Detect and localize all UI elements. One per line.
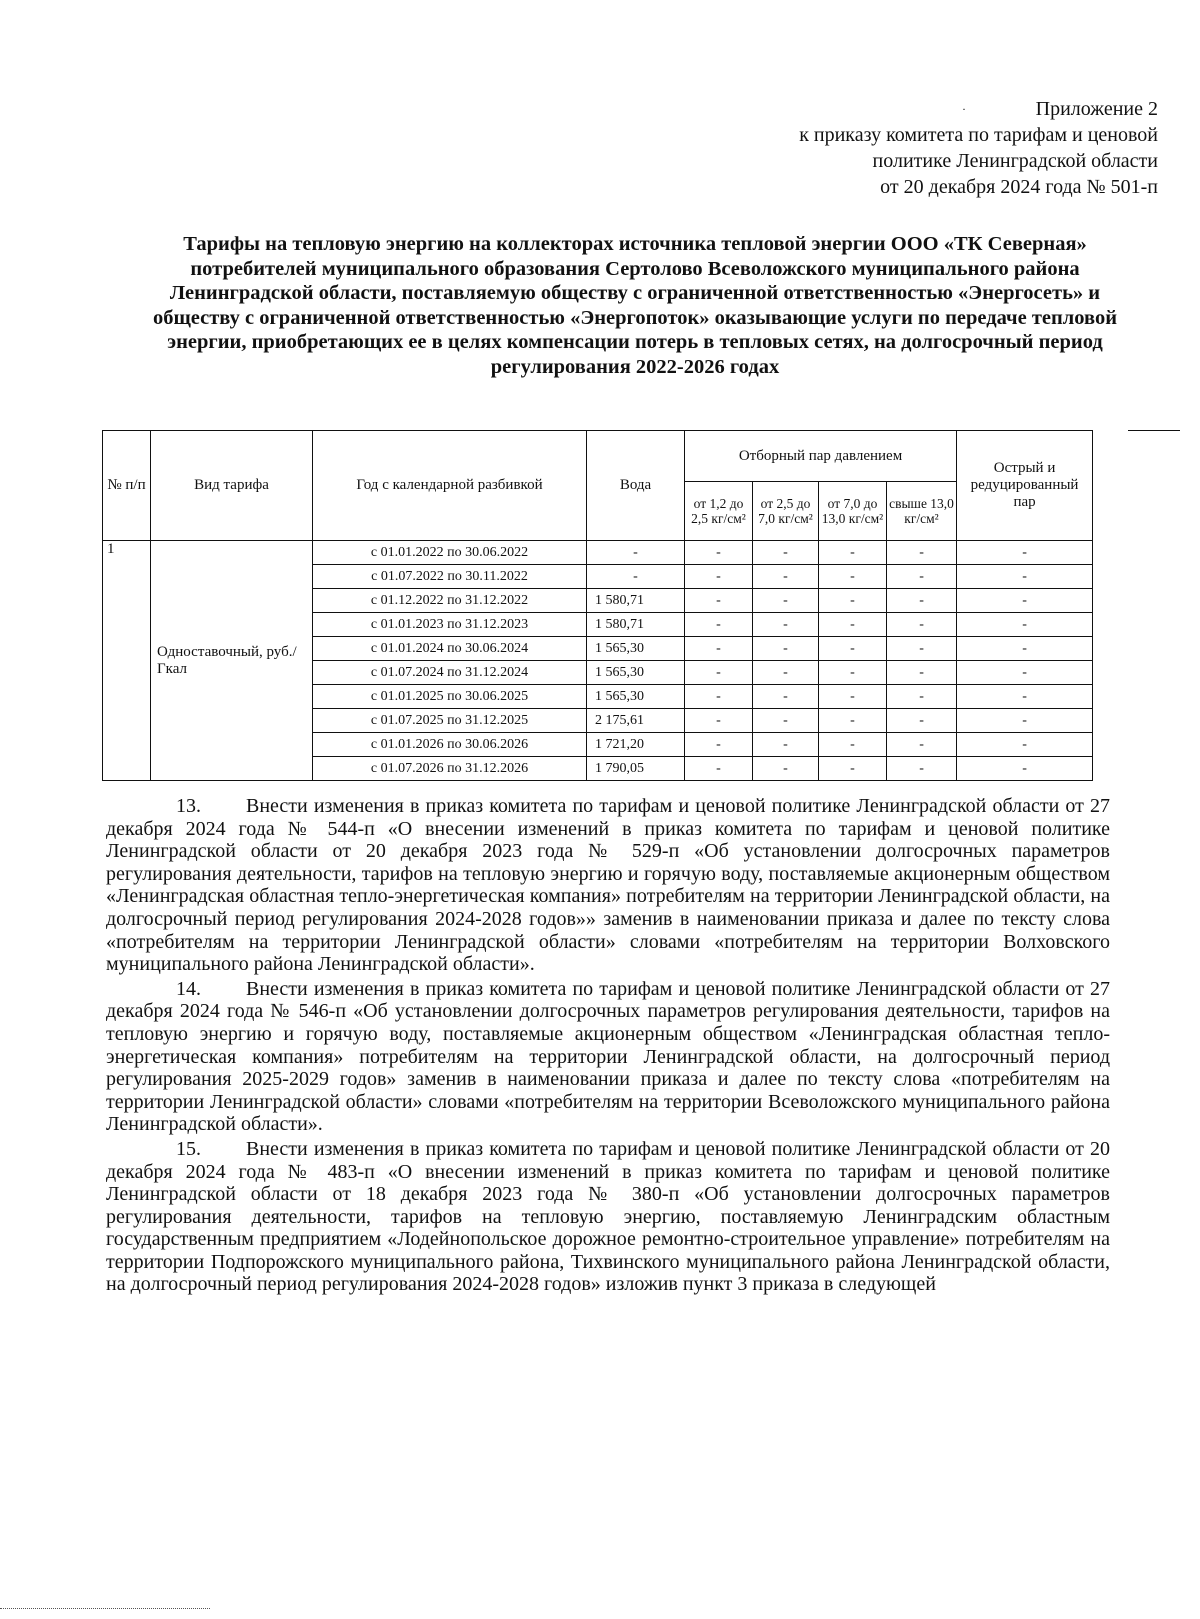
header-steam-group: Отборный пар давлением — [685, 431, 957, 482]
steam-cell: - — [819, 757, 887, 781]
period-cell: с 01.07.2022 по 30.11.2022 — [313, 565, 587, 589]
steam-cell: - — [753, 565, 819, 589]
header-water: Вода — [587, 431, 685, 541]
paragraph-number: 13. — [176, 795, 201, 817]
appendix-header — [598, 96, 1158, 200]
header-sharp-steam: Острый и редуцированный пар — [957, 431, 1093, 541]
steam-cell: - — [887, 541, 957, 565]
sharp-steam-cell: - — [957, 733, 1093, 757]
water-cell: - — [587, 565, 685, 589]
empty-extension-cell — [1093, 613, 1129, 637]
steam-cell: - — [819, 637, 887, 661]
tariff-table — [102, 430, 1129, 781]
period-cell: с 01.01.2024 по 30.06.2024 — [313, 637, 587, 661]
steam-cell: - — [819, 565, 887, 589]
steam-cell: - — [887, 661, 957, 685]
steam-cell: - — [685, 637, 753, 661]
sharp-steam-cell: - — [957, 709, 1093, 733]
period-cell: с 01.01.2025 по 30.06.2025 — [313, 685, 587, 709]
empty-extension-cell — [1093, 733, 1129, 757]
period-cell: с 01.12.2022 по 31.12.2022 — [313, 589, 587, 613]
appendix-line-3: политике Ленинградской области — [872, 150, 1158, 172]
steam-cell: - — [753, 661, 819, 685]
steam-cell: - — [887, 637, 957, 661]
header-steam-4: свыше 13,0 кг/см² — [887, 482, 957, 541]
header-empty-extension — [1093, 431, 1129, 541]
paragraph-15 — [106, 1138, 1110, 1296]
paragraph-text: Внести изменения в приказ комитета по тарифам и ценовой политике Ленинградской области от 27 декабря 2024 года № 546-п «Об установлении долгосрочных параметров регулирования деятельности, тарифов на тепловую энергию и горячую воду, поставляемые акционерным обществом «Ленинградская областная тепло-энергетическая компания» потребителям на территории Ленинградской области, на долгосрочный период регулирования 2025-2029 годов» заменив в наименовании приказа и далее по тексту слова «потребителям на территории Ленинградской области» словами «потребителям на территории Всеволожского муниципального района Ленинградской области». — [106, 977, 1110, 1136]
empty-extension-cell — [1093, 541, 1129, 565]
tariff-kind: Одноставочный, руб./Гкал — [151, 541, 313, 781]
period-cell: с 01.07.2025 по 31.12.2025 — [313, 709, 587, 733]
table-row — [103, 541, 1129, 565]
steam-cell: - — [753, 613, 819, 637]
sharp-steam-cell: - — [957, 565, 1093, 589]
bottom-scan-line — [0, 1608, 210, 1609]
water-cell: 1 565,30 — [587, 637, 685, 661]
sharp-steam-cell: - — [957, 541, 1093, 565]
empty-extension-cell — [1093, 637, 1129, 661]
empty-extension-cell — [1093, 565, 1129, 589]
appendix-line-1: Приложение 2 — [1035, 98, 1158, 120]
body-text — [106, 795, 1110, 1296]
steam-cell: - — [819, 541, 887, 565]
water-cell: 1 580,71 — [587, 613, 685, 637]
header-num: № п/п — [103, 431, 151, 541]
header-steam-1: от 1,2 до 2,5 кг/см² — [685, 482, 753, 541]
steam-cell: - — [887, 733, 957, 757]
period-cell: с 01.01.2022 по 30.06.2022 — [313, 541, 587, 565]
steam-cell: - — [887, 757, 957, 781]
steam-cell: - — [753, 541, 819, 565]
steam-cell: - — [887, 589, 957, 613]
steam-cell: - — [685, 565, 753, 589]
sharp-steam-cell: - — [957, 637, 1093, 661]
empty-extension-cell — [1093, 757, 1129, 781]
paragraph-text: Внести изменения в приказ комитета по тарифам и ценовой политике Ленинградской области от 27 декабря 2024 года № 544-п «О внесении изменений в приказ комитета по тарифам и ценовой политике Ленинградской области от 20 декабря 2023 года № 529-п «Об установлении долгосрочных параметров регулирования деятельности, тарифов на тепловую энергию и горячую воду, поставляемые акционерным обществом «Ленинградская областная тепло-энергетическая компания» потребителям на территории Ленинградской области, на долгосрочный период регулирования 2024-2028 годов»» заменив в наименовании приказа и далее по тексту слова «потребителям на территории Ленинградской области» словами «потребителям на территории Волховского муниципального района Ленинградской области». — [106, 795, 1110, 976]
steam-cell: - — [887, 709, 957, 733]
steam-cell: - — [819, 613, 887, 637]
period-cell: с 01.01.2023 по 31.12.2023 — [313, 613, 587, 637]
steam-cell: - — [753, 685, 819, 709]
water-cell: 1 565,30 — [587, 685, 685, 709]
empty-extension-cell — [1093, 709, 1129, 733]
steam-cell: - — [887, 685, 957, 709]
paragraph-text: Внести изменения в приказ комитета по тарифам и ценовой политике Ленинградской области от 20 декабря 2024 года № 483-п «О внесении изменений в приказ комитета по тарифам и ценовой политике Ленинградской области от 18 декабря 2023 года № 380-п «Об установлении долгосрочных параметров регулирования деятельности, тарифов на тепловую энергию, поставляемую Ленинградским областным государственным предприятием «Лодейнопольское дорожное ремонтно-строительное управление» потребителям на территории Подпорожского муниципального района, Тихвинского муниципального района Ленинградской области, на долгосрочный период регулирования 2024-2028 годов» изложив пункт 3 приказа в следующей — [106, 1137, 1110, 1296]
steam-cell: - — [685, 589, 753, 613]
sharp-steam-cell: - — [957, 661, 1093, 685]
paragraph-13 — [106, 795, 1110, 976]
steam-cell: - — [685, 709, 753, 733]
steam-cell: - — [753, 637, 819, 661]
steam-cell: - — [685, 685, 753, 709]
empty-extension-cell — [1093, 661, 1129, 685]
sharp-steam-cell: - — [957, 685, 1093, 709]
steam-cell: - — [819, 733, 887, 757]
water-cell: 1 580,71 — [587, 589, 685, 613]
table-top-extension-line — [1128, 430, 1180, 431]
scan-dot-mark: · — [962, 102, 966, 116]
steam-cell: - — [685, 541, 753, 565]
steam-cell: - — [819, 589, 887, 613]
steam-cell: - — [753, 589, 819, 613]
period-cell: с 01.07.2024 по 31.12.2024 — [313, 661, 587, 685]
empty-extension-cell — [1093, 685, 1129, 709]
sharp-steam-cell: - — [957, 757, 1093, 781]
appendix-line-4: от 20 декабря 2024 года № 501-п — [880, 176, 1158, 198]
paragraph-number: 15. — [176, 1137, 201, 1160]
water-cell: 2 175,61 — [587, 709, 685, 733]
steam-cell: - — [685, 757, 753, 781]
header-year: Год с календарной разбивкой — [313, 431, 587, 541]
steam-cell: - — [685, 613, 753, 637]
sharp-steam-cell: - — [957, 589, 1093, 613]
document-title: Тарифы на тепловую энергию на коллекторах источника тепловой энергии ООО «ТК Северная» потребителей муниципального образования Сертолово Всеволожского муниципального района Ленинградской области, поставляемую обществу с ограниченной ответственностью «Энергосеть» и обществу с ограниченной ответственностью «Энергопоток» оказывающие услуги по передаче тепловой энергии, приобретающих ее в целях компенсации потерь в тепловых сетях, на долгосрочный период регулирования 2022-2026 годах — [152, 233, 1118, 378]
steam-cell: - — [753, 757, 819, 781]
steam-cell: - — [819, 685, 887, 709]
appendix-line-2: к приказу комитета по тарифам и ценовой — [799, 124, 1158, 146]
steam-cell: - — [685, 661, 753, 685]
steam-cell: - — [753, 733, 819, 757]
paragraph-number: 14. — [176, 977, 201, 1000]
header-tariff-kind: Вид тарифа — [151, 431, 313, 541]
water-cell: 1 565,30 — [587, 661, 685, 685]
empty-extension-cell — [1093, 589, 1129, 613]
period-cell: с 01.07.2026 по 31.12.2026 — [313, 757, 587, 781]
water-cell: 1 790,05 — [587, 757, 685, 781]
tariff-table-body — [103, 541, 1129, 781]
sharp-steam-cell: - — [957, 613, 1093, 637]
water-cell: 1 721,20 — [587, 733, 685, 757]
steam-cell: - — [819, 661, 887, 685]
header-steam-2: от 2,5 до 7,0 кг/см² — [753, 482, 819, 541]
steam-cell: - — [819, 709, 887, 733]
period-cell: с 01.01.2026 по 30.06.2026 — [313, 733, 587, 757]
water-cell: - — [587, 541, 685, 565]
steam-cell: - — [887, 565, 957, 589]
header-steam-3: от 7,0 до 13,0 кг/см² — [819, 482, 887, 541]
steam-cell: - — [685, 733, 753, 757]
paragraph-14 — [106, 978, 1110, 1136]
row-number: 1 — [103, 541, 151, 781]
steam-cell: - — [887, 613, 957, 637]
steam-cell: - — [753, 709, 819, 733]
